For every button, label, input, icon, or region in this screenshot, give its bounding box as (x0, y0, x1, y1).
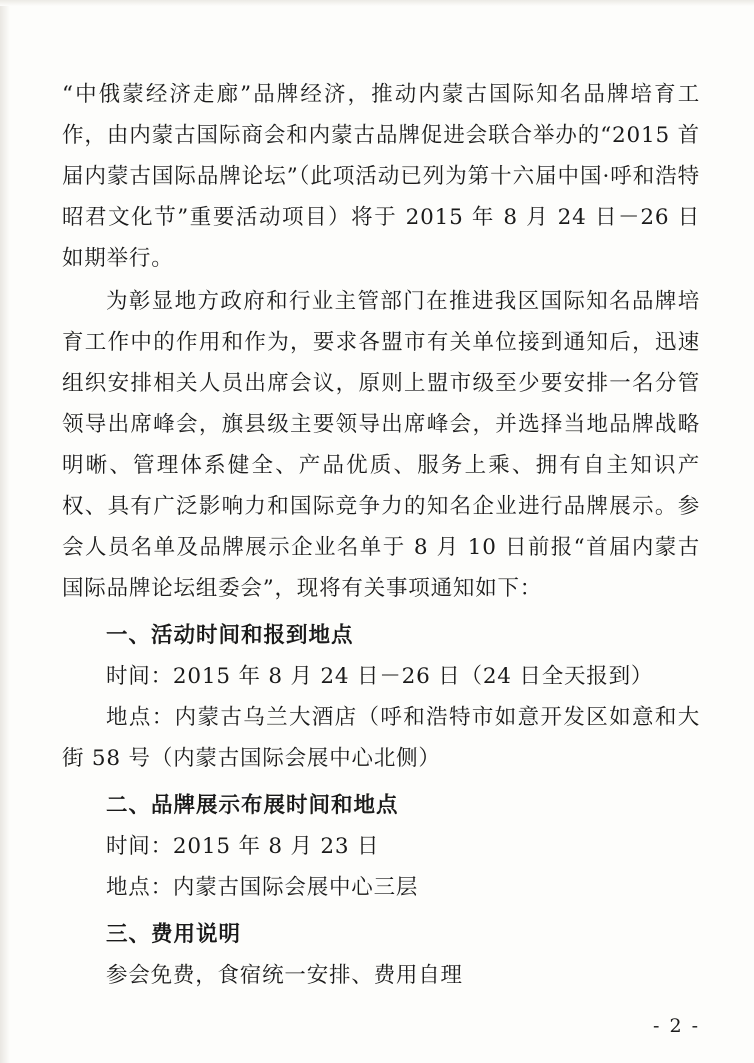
paragraph: 为彰显地方政府和行业主管部门在推进我区国际知名品牌培育工作中的作用和作为，要求各盟市有关单位接到通知后，迅速组织安排相关人员出席会议，原则上盟市级至少要安排一名分管领导出席峰会，旗县级主要领导出席峰会，并选择当地品牌战略明晰、管理体系健全、产品优质、服务上乘、拥有自主知识产权、具有广泛影响力和国际竞争力的知名企业进行品牌展示。参会人员名单及品牌展示企业名单于 8 月 10 日前报“首届内蒙古国际品牌论坛组委会”，现将有关事项通知如下： (62, 289, 700, 601)
scan-edge-left (0, 0, 10, 1063)
page-number: - 2 - (652, 1015, 700, 1037)
scan-edge-top (0, 0, 754, 6)
section-line: 地点：内蒙古乌兰大酒店（呼和浩特市如意开发区如意和大街 58 号（内蒙古国际会展中心北侧） (62, 705, 700, 771)
document-body (62, 74, 700, 996)
section-line: 参会免费，食宿统一安排、费用自理 (106, 963, 463, 988)
section-line: 时间：2015 年 8 月 23 日 (106, 834, 380, 859)
section-heading: 三、费用说明 (106, 922, 242, 947)
section-heading: 二、品牌展示布展时间和地点 (106, 793, 399, 818)
section-heading: 一、活动时间和报到地点 (106, 623, 354, 648)
section-line: 地点：内蒙古国际会展中心三层 (106, 875, 419, 900)
section-line: 时间：2015 年 8 月 24 日－26 日（24 日全天报到） (106, 664, 654, 689)
paragraph: “中俄蒙经济走廊”品牌经济，推动内蒙古国际知名品牌培育工作，由内蒙古国际商会和内蒙古品牌促进会联合举办的“2015 首届内蒙古国际品牌论坛”（此项活动已列为第十六届中国·呼和浩特昭君文化节”重要活动项目）将于 2015 年 8 月 24 日－26 日如期举行。 (62, 82, 700, 271)
